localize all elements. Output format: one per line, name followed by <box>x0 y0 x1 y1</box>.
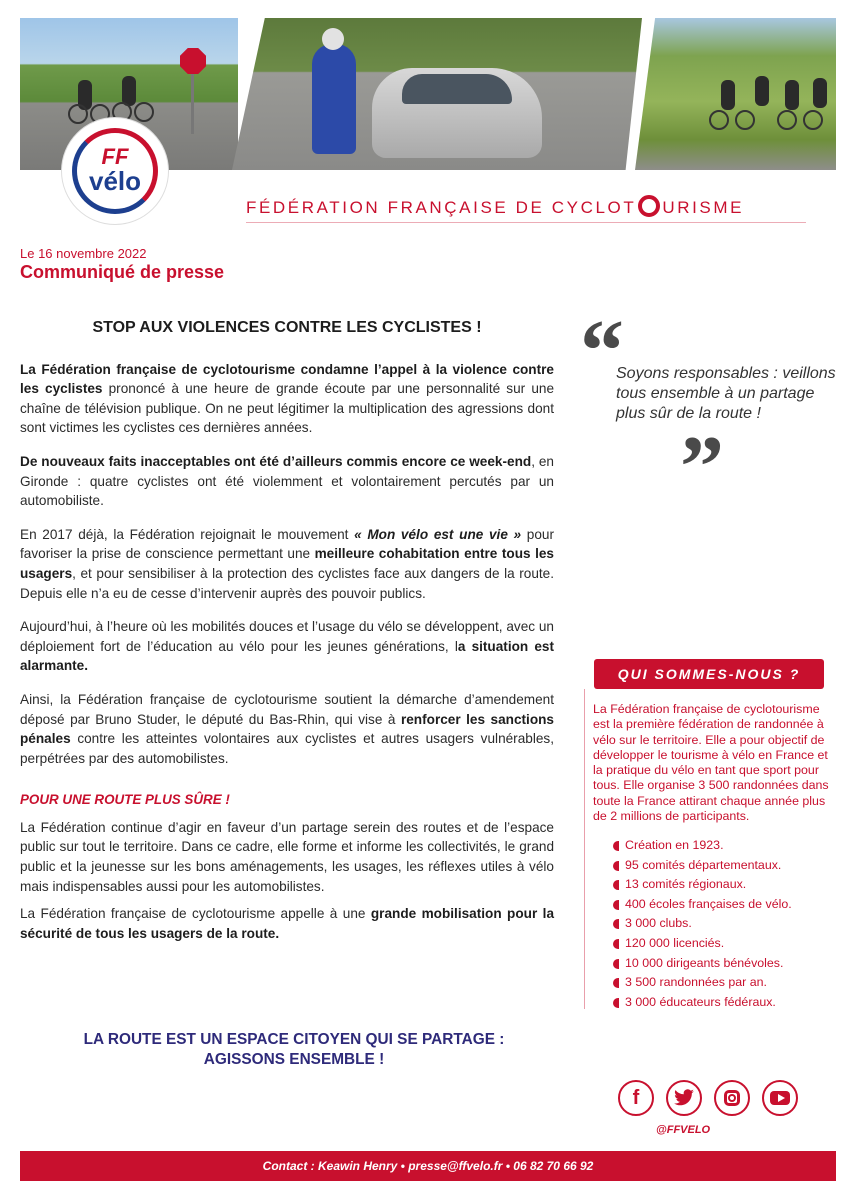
about-fact-text: 95 comités départementaux. <box>625 857 782 872</box>
press-date: Le 16 novembre 2022 <box>20 246 147 261</box>
photo-group-ride <box>635 18 836 170</box>
paragraph-7-bold: grande mobilisation pour la sécurité de tous les usagers de la route. <box>20 906 555 941</box>
closing-slogan-line-1: LA ROUTE EST UN ESPACE CITOYEN QUI SE PARTAGE : <box>83 1031 505 1048</box>
about-fact-text: 120 000 licenciés. <box>625 935 725 950</box>
paragraph-2-text: , en Gironde : quatre cyclistes ont été violemment et volontairement percutés par un automobiliste. <box>20 453 554 509</box>
article-title: STOP AUX VIOLENCES CONTRE LES CYCLISTES ! <box>92 319 482 336</box>
fact-bullet-icon <box>613 861 619 871</box>
federation-name <box>246 195 744 218</box>
about-description: La Fédération française de cyclotourisme est la première fédération de randonnée à vélo sur le territoire. Elle a pour objectif de développer le tourisme à vélo en France et la pratique du vélo en tant que sport pour tous. Elle organise 3 500 randonnées dans toute la France attirant chaque année plus de 2 millions de participants. <box>593 702 829 824</box>
quote-open-mark-icon: “ <box>580 303 614 400</box>
about-fact-item <box>613 993 792 1013</box>
paragraph-7 <box>20 904 554 943</box>
rider-helmet <box>322 28 344 50</box>
social-handle[interactable]: @FFVELO <box>656 1124 711 1136</box>
paragraph-4 <box>20 617 554 676</box>
photo-cyclist-and-car <box>232 18 642 170</box>
federation-name-part1: FÉDÉRATION FRANÇAISE DE CYCLOT <box>246 198 637 217</box>
about-fact-text: 3 000 éducateurs fédéraux. <box>625 994 776 1009</box>
closing-slogan <box>60 1030 528 1070</box>
about-fact-text: 3 500 randonnées par an. <box>625 975 767 990</box>
bike-wheel <box>68 104 88 124</box>
federation-o-ring-icon <box>638 195 660 217</box>
main-article <box>20 318 554 957</box>
about-fact-text: 10 000 dirigeants bénévoles. <box>625 955 784 970</box>
paragraph-5-text-a: Ainsi, la Fédération française de cyclotourisme soutient la démarche d’amendement déposé par Bruno Studer, le député du Bas-Rhin, qui vise à <box>20 691 554 727</box>
about-panel-rule <box>584 689 585 1009</box>
rider-figure <box>312 44 356 154</box>
instagram-icon[interactable] <box>714 1080 750 1116</box>
paragraph-7-text: La Fédération française de cyclotourisme appelle à une <box>20 906 371 922</box>
about-fact-item <box>613 954 792 974</box>
bike-wheel <box>735 110 755 130</box>
facebook-icon[interactable] <box>618 1080 654 1116</box>
instagram-lens <box>728 1094 736 1102</box>
cyclist-figure <box>813 78 827 108</box>
ffvelo-logo <box>62 118 168 224</box>
paragraph-5-text-b: contre les atteintes volontaires aux cyclistes et autres usagers vulnérables, perpétrées par des automobilistes. <box>20 731 554 766</box>
quote-close-mark-icon: ” <box>680 419 714 516</box>
paragraph-6: La Fédération continue d’agir en faveur d’un partage serein des routes et de l’espace public sur tout le territoire. Dans ce cadre, elle forme et informe les collectivités, le grand public et la jeunesse sur les bons aménagements, les usages, les réflexes utiles à vélo mais indispensables aussi pour les automobilistes. <box>20 819 554 894</box>
fact-bullet-icon <box>613 919 619 929</box>
about-fact-text: 400 écoles françaises de vélo. <box>625 896 792 911</box>
about-fact-item <box>613 934 792 954</box>
youtube-play <box>778 1094 785 1102</box>
fact-bullet-icon <box>613 978 619 988</box>
about-fact-item <box>613 856 792 876</box>
paragraph-1 <box>20 360 554 438</box>
paragraph-3-movement: « Mon vélo est une vie » <box>354 526 522 542</box>
about-facts-list <box>613 836 792 1012</box>
paragraph-1-bold: La Fédération française de cyclotourisme condamne l’appel à la violence contre les cyclistes <box>20 361 554 397</box>
logo-velo-text: vélo <box>88 166 142 196</box>
header-divider <box>246 222 806 223</box>
paragraph-2-bold: De nouveaux faits inacceptables ont été d’ailleurs commis encore ce week-end <box>20 453 532 469</box>
about-fact-text: 3 000 clubs. <box>625 916 692 931</box>
paragraph-5-bold: renforcer les sanctions pénales <box>20 711 554 747</box>
fact-bullet-icon <box>613 880 619 890</box>
youtube-icon[interactable] <box>762 1080 798 1116</box>
paragraph-3-text-a: En 2017 déjà, la Fédération rejoignait le mouvement <box>20 526 355 542</box>
federation-name-part2: URISME <box>662 198 745 217</box>
bike-wheel <box>134 102 154 122</box>
about-fact-item <box>613 875 792 895</box>
fact-bullet-icon <box>613 900 619 910</box>
logo-ff-text: FF <box>101 144 129 169</box>
fact-bullet-icon <box>613 841 619 851</box>
fact-bullet-icon <box>613 939 619 949</box>
about-fact-item <box>613 973 792 993</box>
paragraph-5 <box>20 690 554 768</box>
contact-footer: Contact : Keawin Henry • presse@ffvelo.fr • 06 82 70 66 92 <box>20 1151 836 1181</box>
section-subheading: POUR UNE ROUTE PLUS SÛRE ! <box>20 792 230 808</box>
paragraph-3 <box>20 525 554 603</box>
social-links <box>614 1080 804 1120</box>
paragraph-2 <box>20 452 554 511</box>
twitter-bird-icon <box>673 1089 695 1107</box>
bike-wheel <box>777 110 797 130</box>
about-fact-item <box>613 914 792 934</box>
cyclist-figure <box>785 80 799 110</box>
cyclist-figure <box>755 76 769 106</box>
press-release-label: Communiqué de presse <box>20 262 225 282</box>
car-windshield <box>402 74 512 104</box>
paragraph-3-text-c: , et pour sensibiliser à la protection des cyclistes face aux dangers de la route. Depuis elle n’a eu de cesse d’intervenir auprès des pouvoir publics. <box>20 565 554 601</box>
about-fact-text: 13 comités régionaux. <box>625 877 747 892</box>
about-fact-text: Création en 1923. <box>625 838 724 852</box>
paragraph-1-text: prononcé à une heure de grande écoute par une personnalité sur une chaîne de télévision publique. On ne peut légitimer la multiplication des agressions dont sont victimes les cyclistes ces dernières années. <box>20 381 554 436</box>
twitter-icon[interactable] <box>666 1080 702 1116</box>
bike-wheel <box>803 110 823 130</box>
fact-bullet-icon <box>613 998 619 1008</box>
fact-bullet-icon <box>613 959 619 969</box>
cyclist-figure <box>721 80 735 110</box>
paragraph-3-bold: meilleure cohabitation entre tous les usagers <box>20 546 554 581</box>
paragraph-3-text-b: pour favoriser la prise de conscience permettant une <box>20 526 555 562</box>
paragraph-4-bold: a situation est alarmante. <box>20 638 555 674</box>
stop-sign-icon <box>180 48 206 74</box>
about-badge: QUI SOMMES-NOUS ? <box>594 659 824 689</box>
pull-quote: Soyons responsables : veillons tous ensemble à un partage plus sûr de la route ! <box>616 365 836 422</box>
stop-pole <box>191 74 194 134</box>
about-fact-item <box>613 836 792 856</box>
facebook-glyph: f <box>632 1087 640 1109</box>
paragraph-4-text: Aujourd’hui, à l’heure où les mobilités douces et l’usage du vélo se développent, avec un déploiement fort de l’éducation au vélo pour les jeunes générations, l <box>20 619 554 654</box>
about-fact-item <box>613 895 792 915</box>
closing-slogan-line-2: AGISSONS ENSEMBLE ! <box>203 1051 385 1068</box>
bike-wheel <box>709 110 729 130</box>
